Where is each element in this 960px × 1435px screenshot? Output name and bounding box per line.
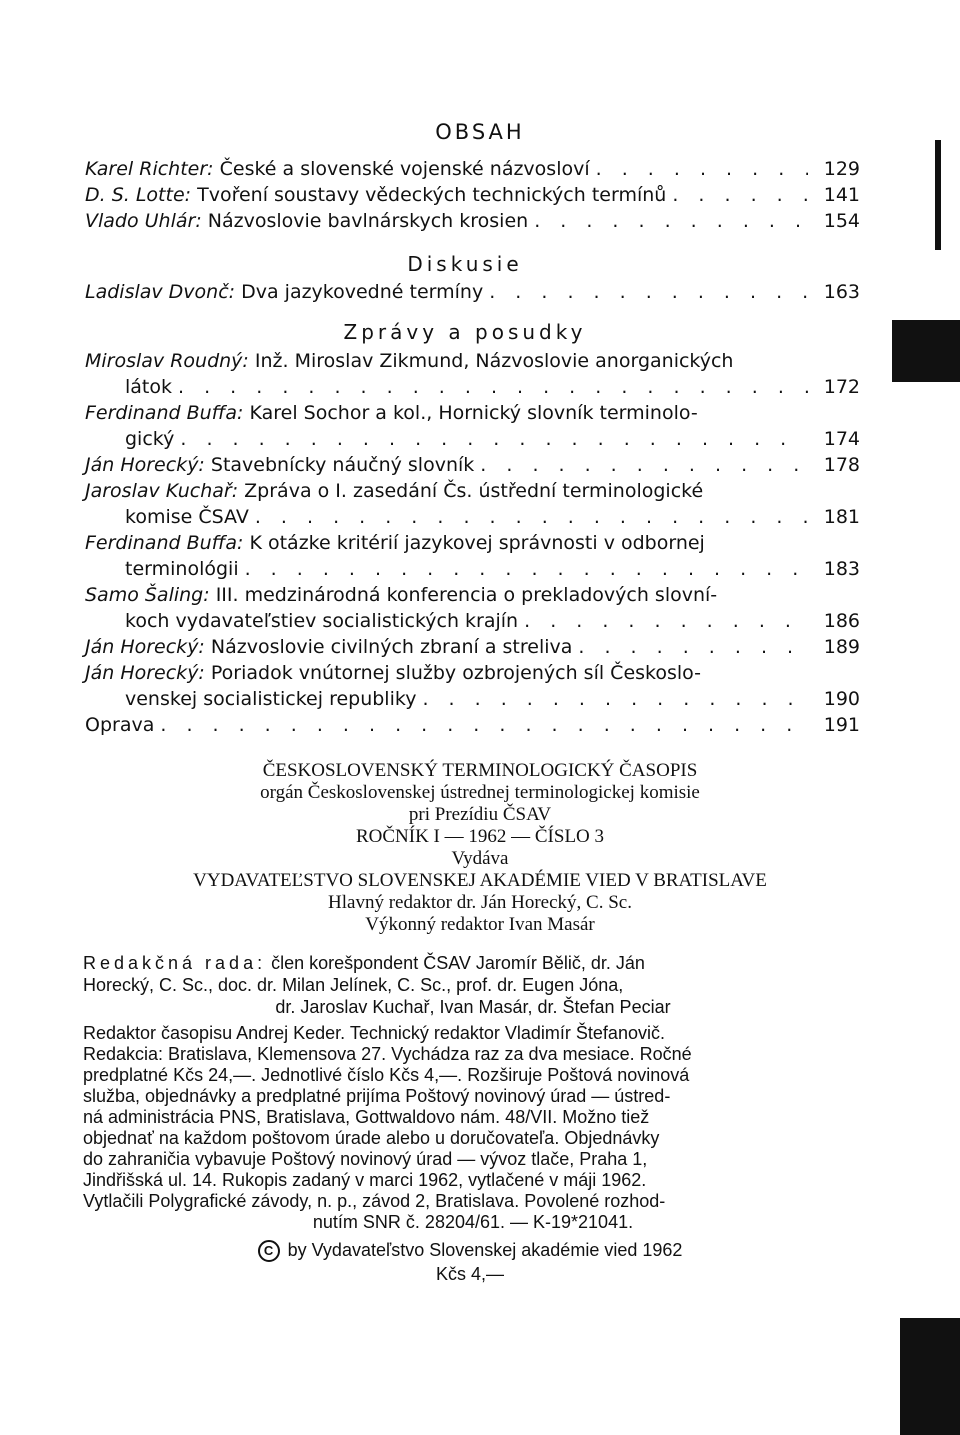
publication-info-line: ná administrácia PNS, Bratislava, Gottwaldovo nám. 48/VII. Možno tiež	[83, 1107, 650, 1127]
toc-leader-dots	[160, 712, 808, 738]
publisher-label: Vydáva	[451, 848, 509, 869]
toc-title: Inž. Miroslav Zikmund, Názvoslovie anorganických	[248, 350, 734, 372]
toc-entry-line	[85, 686, 860, 712]
toc-page-number: 190	[823, 688, 860, 710]
toc-entry-text	[125, 426, 174, 452]
toc-entry-line	[85, 478, 860, 504]
toc-leader-dots	[255, 504, 808, 530]
toc-entry-text	[85, 480, 703, 502]
journal-name: ČESKOSLOVENSKÝ TERMINOLOGICKÝ ČASOPIS	[262, 760, 698, 781]
scan-mark-bottom	[900, 1318, 960, 1435]
publication-info-line: služba, objednávky a predplatné prijíma Poštový novinový úrad — ústred-	[83, 1086, 671, 1106]
publication-info-line: nutím SNR č. 28204/61. — K-19*21041.	[312, 1212, 634, 1232]
toc-entry-text	[85, 208, 528, 234]
toc-entry-line	[85, 452, 860, 478]
toc-entry	[85, 208, 860, 234]
toc-page-number: 183	[823, 558, 860, 580]
toc-entry	[85, 660, 860, 712]
journal-imprint	[80, 760, 880, 936]
editorial-board-label: Redakčná rada:	[83, 953, 267, 973]
toc-author: Ferdinand Buffa:	[85, 402, 244, 424]
toc-entry-line	[85, 660, 860, 686]
toc-entry	[85, 279, 860, 305]
toc-entry-text	[125, 374, 172, 400]
publisher-name: VYDAVATEĽSTVO SLOVENSKEJ AKADÉMIE VIED V BRATISLAVE	[193, 870, 767, 891]
journal-volume: ROČNÍK I — 1962 — ČÍSLO 3	[355, 826, 605, 847]
toc-leader-dots	[672, 182, 808, 208]
toc-leader-dots	[596, 156, 808, 182]
toc-entry-line	[85, 182, 860, 208]
toc-leader-dots	[524, 608, 808, 634]
toc-entry	[85, 530, 860, 582]
editorial-board-line-1	[83, 952, 863, 974]
toc-author: Ladislav Dvonč:	[85, 281, 236, 303]
toc-title: látok	[125, 376, 172, 398]
toc-title: Karel Sochor a kol., Hornický slovník terminolo-	[243, 402, 698, 424]
toc-author: D. S. Lotte:	[85, 184, 192, 206]
editorial-board-line-3: dr. Jaroslav Kuchař, Ivan Masár, dr. Štefan Peciar	[275, 997, 671, 1017]
toc-entry	[85, 634, 860, 660]
toc-page-number: 178	[823, 454, 860, 476]
toc-entry-text	[85, 452, 474, 478]
toc-page-number: 172	[823, 376, 860, 398]
toc-entry-line	[85, 530, 860, 556]
toc-page-number: 186	[823, 610, 860, 632]
toc-leader-dots	[180, 426, 808, 452]
toc-leader-dots	[489, 279, 808, 305]
scan-edge-line	[935, 140, 941, 250]
toc-title: terminológii	[125, 558, 239, 580]
publication-info-line: Vytlačili Polygrafické závody, n. p., závod 2, Bratislava. Povolené rozhod-	[83, 1191, 666, 1211]
toc-entry-line	[85, 279, 860, 305]
toc-entry-line	[85, 634, 860, 660]
scan-mark-top	[892, 320, 960, 382]
toc-entry-line	[85, 426, 860, 452]
toc-entry-text	[85, 402, 698, 424]
toc-entry	[85, 478, 860, 530]
journal-presidium: pri Prezídiu ČSAV	[408, 804, 552, 825]
publication-info-line: do zahraničia vybavuje Poštový novinový úrad — vývoz tlače, Praha 1,	[83, 1149, 648, 1169]
toc-author: Ferdinand Buffa:	[85, 532, 244, 554]
toc-entry-line	[85, 156, 860, 182]
toc-title: gický	[125, 428, 175, 450]
toc-page-number: 191	[823, 714, 860, 736]
toc-entry	[85, 582, 860, 634]
toc-entry-text	[85, 584, 717, 606]
toc-leader-dots	[534, 208, 808, 234]
toc-entry-line	[85, 582, 860, 608]
toc-page-number: 181	[823, 506, 860, 528]
toc-entry-line	[85, 400, 860, 426]
toc-author: Miroslav Roudný:	[85, 350, 249, 372]
toc-entry-text	[125, 504, 249, 530]
toc-title: Zpráva o I. zasedání Čs. ústřední terminologické	[238, 480, 704, 502]
toc-page-number: 154	[823, 210, 860, 232]
toc-author: Ján Horecký:	[85, 454, 205, 476]
toc-author: Ján Horecký:	[85, 662, 205, 684]
toc-entry-text	[85, 662, 701, 684]
section-heading-discussion: Diskusie	[407, 252, 523, 276]
contents-list-articles	[85, 156, 860, 234]
publication-info-line: predplatné Kčs 24,—. Jednotlivé číslo Kčs 4,—. Rozširuje Poštová novinová	[83, 1065, 690, 1085]
toc-entry-text	[125, 608, 518, 634]
toc-title: Poriadok vnútornej služby ozbrojených síl Českoslo-	[204, 662, 701, 684]
toc-title: Názvoslovie bavlnárskych krosien	[201, 210, 529, 232]
toc-title: venskej socialistickej republiky	[125, 688, 417, 710]
publication-info-line: Redaktor časopisu Andrej Keder. Technický redaktor Vladimír Štefanovič.	[83, 1023, 665, 1043]
toc-title: Oprava	[85, 714, 155, 736]
publication-info-line: objednať na každom poštovom úrade alebo u doručovateľa. Objednávky	[83, 1128, 660, 1148]
toc-page-number: 174	[823, 428, 860, 450]
toc-title: koch vydavateľstiev socialistických krajín	[125, 610, 519, 632]
copyright-line	[170, 1238, 770, 1262]
section-heading-reports: Zprávy a posudky	[343, 320, 587, 344]
executive-editor: Výkonný redaktor Ivan Masár	[365, 914, 595, 935]
toc-leader-dots	[480, 452, 808, 478]
toc-author: Samo Šaling:	[85, 584, 210, 606]
journal-organ: orgán Československej ústrednej terminologickej komisie	[260, 782, 700, 803]
editorial-board-members-1: člen korešpondent ČSAV Jaromír Bělič, dr. Ján	[266, 953, 645, 973]
toc-entry-text	[85, 182, 666, 208]
toc-entry-line	[85, 556, 860, 582]
toc-entry-line	[85, 208, 860, 234]
toc-author: Vlado Uhlár:	[85, 210, 202, 232]
toc-entry-line	[85, 374, 860, 400]
toc-entry-text	[85, 532, 705, 554]
editorial-board-line-2: Horecký, C. Sc., doc. dr. Milan Jelínek, C. Sc., prof. dr. Eugen Jóna,	[83, 975, 624, 995]
toc-entry-text	[125, 556, 239, 582]
toc-title: České a slovenské vojenské názvosloví	[213, 158, 590, 180]
toc-title: III. medzinárodná konferencia o prekladových slovní-	[209, 584, 718, 606]
publication-info-line: Redakcia: Bratislava, Klemensova 27. Vychádza raz za dva mesiace. Ročné	[83, 1044, 692, 1064]
toc-title: K otázke kritérií jazykovej správnosti v odbornej	[243, 532, 705, 554]
toc-entry	[85, 348, 860, 400]
toc-leader-dots	[245, 556, 808, 582]
publication-info-line: Jindřišská ul. 14. Rukopis zadaný v marci 1962, vytlačené v máji 1962.	[83, 1170, 647, 1190]
toc-leader-dots	[178, 374, 808, 400]
toc-entry-text	[85, 279, 483, 305]
editorial-board	[83, 952, 863, 1018]
toc-leader-dots	[422, 686, 808, 712]
copyright-icon: C	[258, 1240, 280, 1262]
toc-entry	[85, 182, 860, 208]
toc-entry-line	[85, 712, 860, 738]
toc-entry	[85, 156, 860, 182]
toc-entry-line	[85, 348, 860, 374]
toc-author: Jaroslav Kuchař:	[85, 480, 239, 502]
toc-page-number: 129	[823, 158, 860, 180]
toc-title: Tvoření soustavy vědeckých technických termínů	[191, 184, 667, 206]
toc-entry-line	[85, 608, 860, 634]
toc-title: Názvoslovie civilných zbraní a streliva	[204, 636, 573, 658]
toc-author: Karel Richter:	[85, 158, 214, 180]
toc-entry-text	[85, 712, 154, 738]
toc-entry	[85, 712, 860, 738]
toc-page-number: 163	[823, 281, 860, 303]
toc-page-number: 141	[823, 184, 860, 206]
toc-entry-text	[125, 686, 416, 712]
copyright-block	[170, 1238, 770, 1286]
contents-title: OBSAH	[435, 120, 525, 144]
contents-list-reports	[85, 348, 860, 738]
chief-editor: Hlavný redaktor dr. Ján Horecký, C. Sc.	[328, 892, 632, 913]
toc-entry-text	[85, 634, 572, 660]
contents-list-discussion	[85, 279, 860, 305]
copyright-text: by Vydavateľstvo Slovenskej akadémie vied 1962	[287, 1240, 683, 1260]
toc-entry-line	[85, 504, 860, 530]
toc-entry-text	[85, 350, 733, 372]
toc-title: Stavebnícky náučný slovník	[204, 454, 475, 476]
toc-page-number: 189	[823, 636, 860, 658]
toc-entry	[85, 400, 860, 452]
toc-title: komise ČSAV	[125, 506, 249, 528]
toc-entry-text	[85, 156, 590, 182]
price: Kčs 4,—	[435, 1264, 505, 1285]
toc-entry	[85, 452, 860, 478]
publication-info	[83, 1023, 863, 1233]
toc-leader-dots	[578, 634, 808, 660]
toc-title: Dva jazykovedné termíny	[235, 281, 484, 303]
toc-author: Ján Horecký:	[85, 636, 205, 658]
